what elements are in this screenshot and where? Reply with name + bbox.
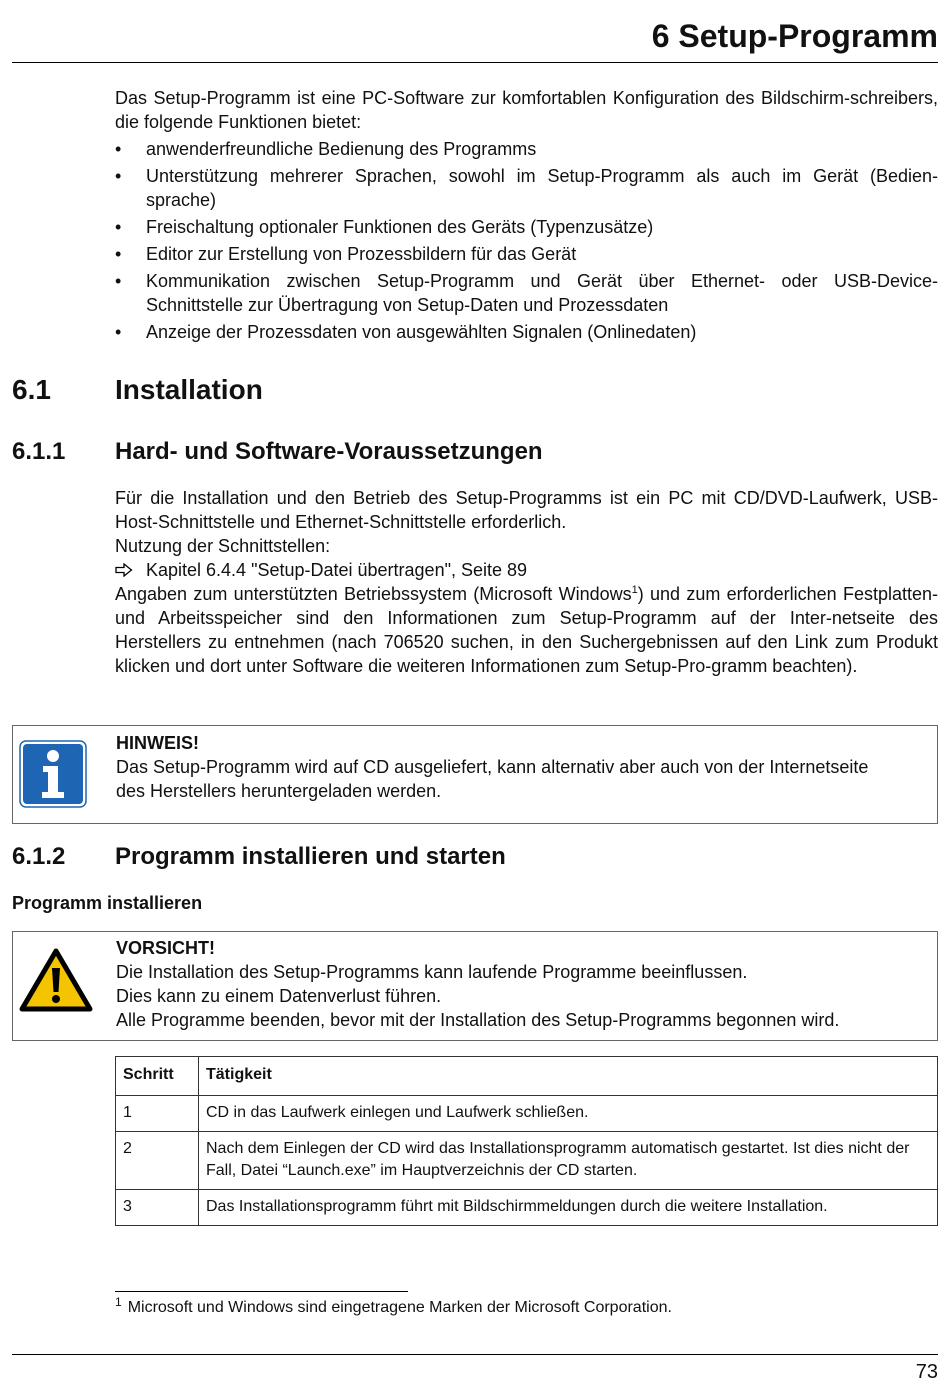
- caution-content: [116, 936, 933, 1032]
- caution-text: Alle Programme beenden, bevor mit der Installation des Setup-Programms begonnen wird.: [116, 1010, 840, 1030]
- feature-list: [115, 137, 938, 344]
- cross-reference-text: Kapitel 6.4.4 "Setup-Datei übertragen", Seite 89: [146, 560, 528, 580]
- step-number: 1: [116, 1096, 199, 1132]
- caution-box: [12, 931, 938, 1041]
- section-number: 6.1: [12, 374, 51, 405]
- table-row: [116, 1096, 938, 1132]
- os-paragraph: [115, 582, 938, 678]
- list-item: • Kommunikation zwischen Setup-Programm und Gerät über Ethernet- oder USB-Device-Schnittstelle zur Übertragung von Setup-Daten und Prozessdaten: [115, 269, 938, 317]
- caution-label: VORSICHT!: [116, 938, 215, 958]
- os-paragraph-start: Angaben zum unterstützten Betriebssystem (Microsoft Windows: [115, 584, 632, 604]
- list-item: • Anzeige der Prozessdaten von ausgewählten Signalen (Onlinedaten): [115, 320, 938, 344]
- header-rule: [12, 62, 938, 63]
- interfaces-label: Nutzung der Schnittstellen:: [115, 536, 331, 556]
- page-number: 73: [915, 1361, 938, 1383]
- footnote-mark: 1: [115, 1294, 122, 1309]
- warning-icon: [19, 948, 93, 1017]
- cross-reference[interactable]: [115, 558, 938, 582]
- footnote-ref[interactable]: 1: [631, 584, 638, 596]
- section-title: Programm installieren und starten: [115, 843, 506, 870]
- intro-section: [115, 86, 938, 347]
- section-number: 6.1.1: [12, 438, 66, 465]
- step-activity: Nach dem Einlegen der CD wird das Installationsprogramm automatisch gestartet. Ist dies nicht der Fall, Datei “Launch.exe” im Hauptverzeichnis der CD starten.: [199, 1132, 938, 1190]
- arrow-right-icon: [115, 563, 133, 577]
- chapter-title: 6 Setup-Programm: [651, 18, 938, 54]
- footnote-rule: [115, 1291, 408, 1292]
- list-item: • Editor zur Erstellung von Prozessbildern für das Gerät: [115, 242, 938, 266]
- list-item: • Freischaltung optionaler Funktionen des Geräts (Typenzusätze): [115, 215, 938, 239]
- column-header-activity: Tätigkeit: [199, 1057, 938, 1096]
- hint-text: Das Setup-Programm wird auf CD ausgeliefert, kann alternativ aber auch von der Internetseite: [116, 757, 869, 777]
- table-row: [116, 1132, 938, 1190]
- section-title: Installation: [115, 374, 263, 405]
- step-activity: CD in das Laufwerk einlegen und Laufwerk schließen.: [199, 1096, 938, 1132]
- caution-text: Dies kann zu einem Datenverlust führen.: [116, 986, 442, 1006]
- intro-paragraph: Das Setup-Programm ist eine PC-Software zur komfortablen Konfiguration des Bildschirm-schreibers, die folgende Funktionen bietet:: [115, 88, 938, 132]
- footer-rule: [12, 1354, 938, 1355]
- step-number: 2: [116, 1132, 199, 1190]
- table-row: [116, 1190, 938, 1226]
- section-number: 6.1.2: [12, 843, 66, 870]
- hint-label: HINWEIS!: [116, 733, 199, 753]
- info-icon: [19, 740, 87, 813]
- os-paragraph-end: ) und zum erforderlichen Festplatten- und Arbeitsspeicher sind den Informationen zum Setup-Programm auf der Inter-netseite des Herstellers zu entnehmen (nach 706520 suchen, in den Suchergebnissen auf den Link zum Produkt klicken und dort unter Software die weiteren Informationen zum Setup-Pro-gramm beachten).: [115, 584, 938, 676]
- hint-box: [12, 725, 938, 824]
- requirements-section: [115, 486, 938, 678]
- requirements-paragraph: Für die Installation und den Betrieb des Setup-Programms ist ein PC mit CD/DVD-Laufwerk, USB-Host-Schnittstelle und Ethernet-Schnittstelle erforderlich.: [115, 488, 938, 532]
- table-header-row: [116, 1057, 938, 1096]
- step-activity: Das Installationsprogramm führt mit Bildschirmmeldungen durch die weitere Installation.: [199, 1190, 938, 1226]
- steps-table: [115, 1056, 938, 1226]
- subheading-install: Programm installieren: [12, 893, 203, 913]
- column-header-step: Schritt: [116, 1057, 199, 1096]
- section-title: Hard- und Software-Voraussetzungen: [115, 438, 543, 465]
- step-number: 3: [116, 1190, 199, 1226]
- footnote-text: Microsoft und Windows sind eingetragene Marken der Microsoft Corporation.: [127, 1299, 672, 1316]
- hint-content: [116, 731, 933, 803]
- footnote: [115, 1294, 672, 1319]
- hint-text: des Herstellers heruntergeladen werden.: [116, 781, 442, 801]
- list-item: • Unterstützung mehrerer Sprachen, sowohl im Setup-Programm als auch im Gerät (Bedien-sprache): [115, 164, 938, 212]
- caution-text: Die Installation des Setup-Programms kann laufende Programme beeinflussen.: [116, 962, 748, 982]
- list-item: • anwenderfreundliche Bedienung des Programms: [115, 137, 938, 161]
